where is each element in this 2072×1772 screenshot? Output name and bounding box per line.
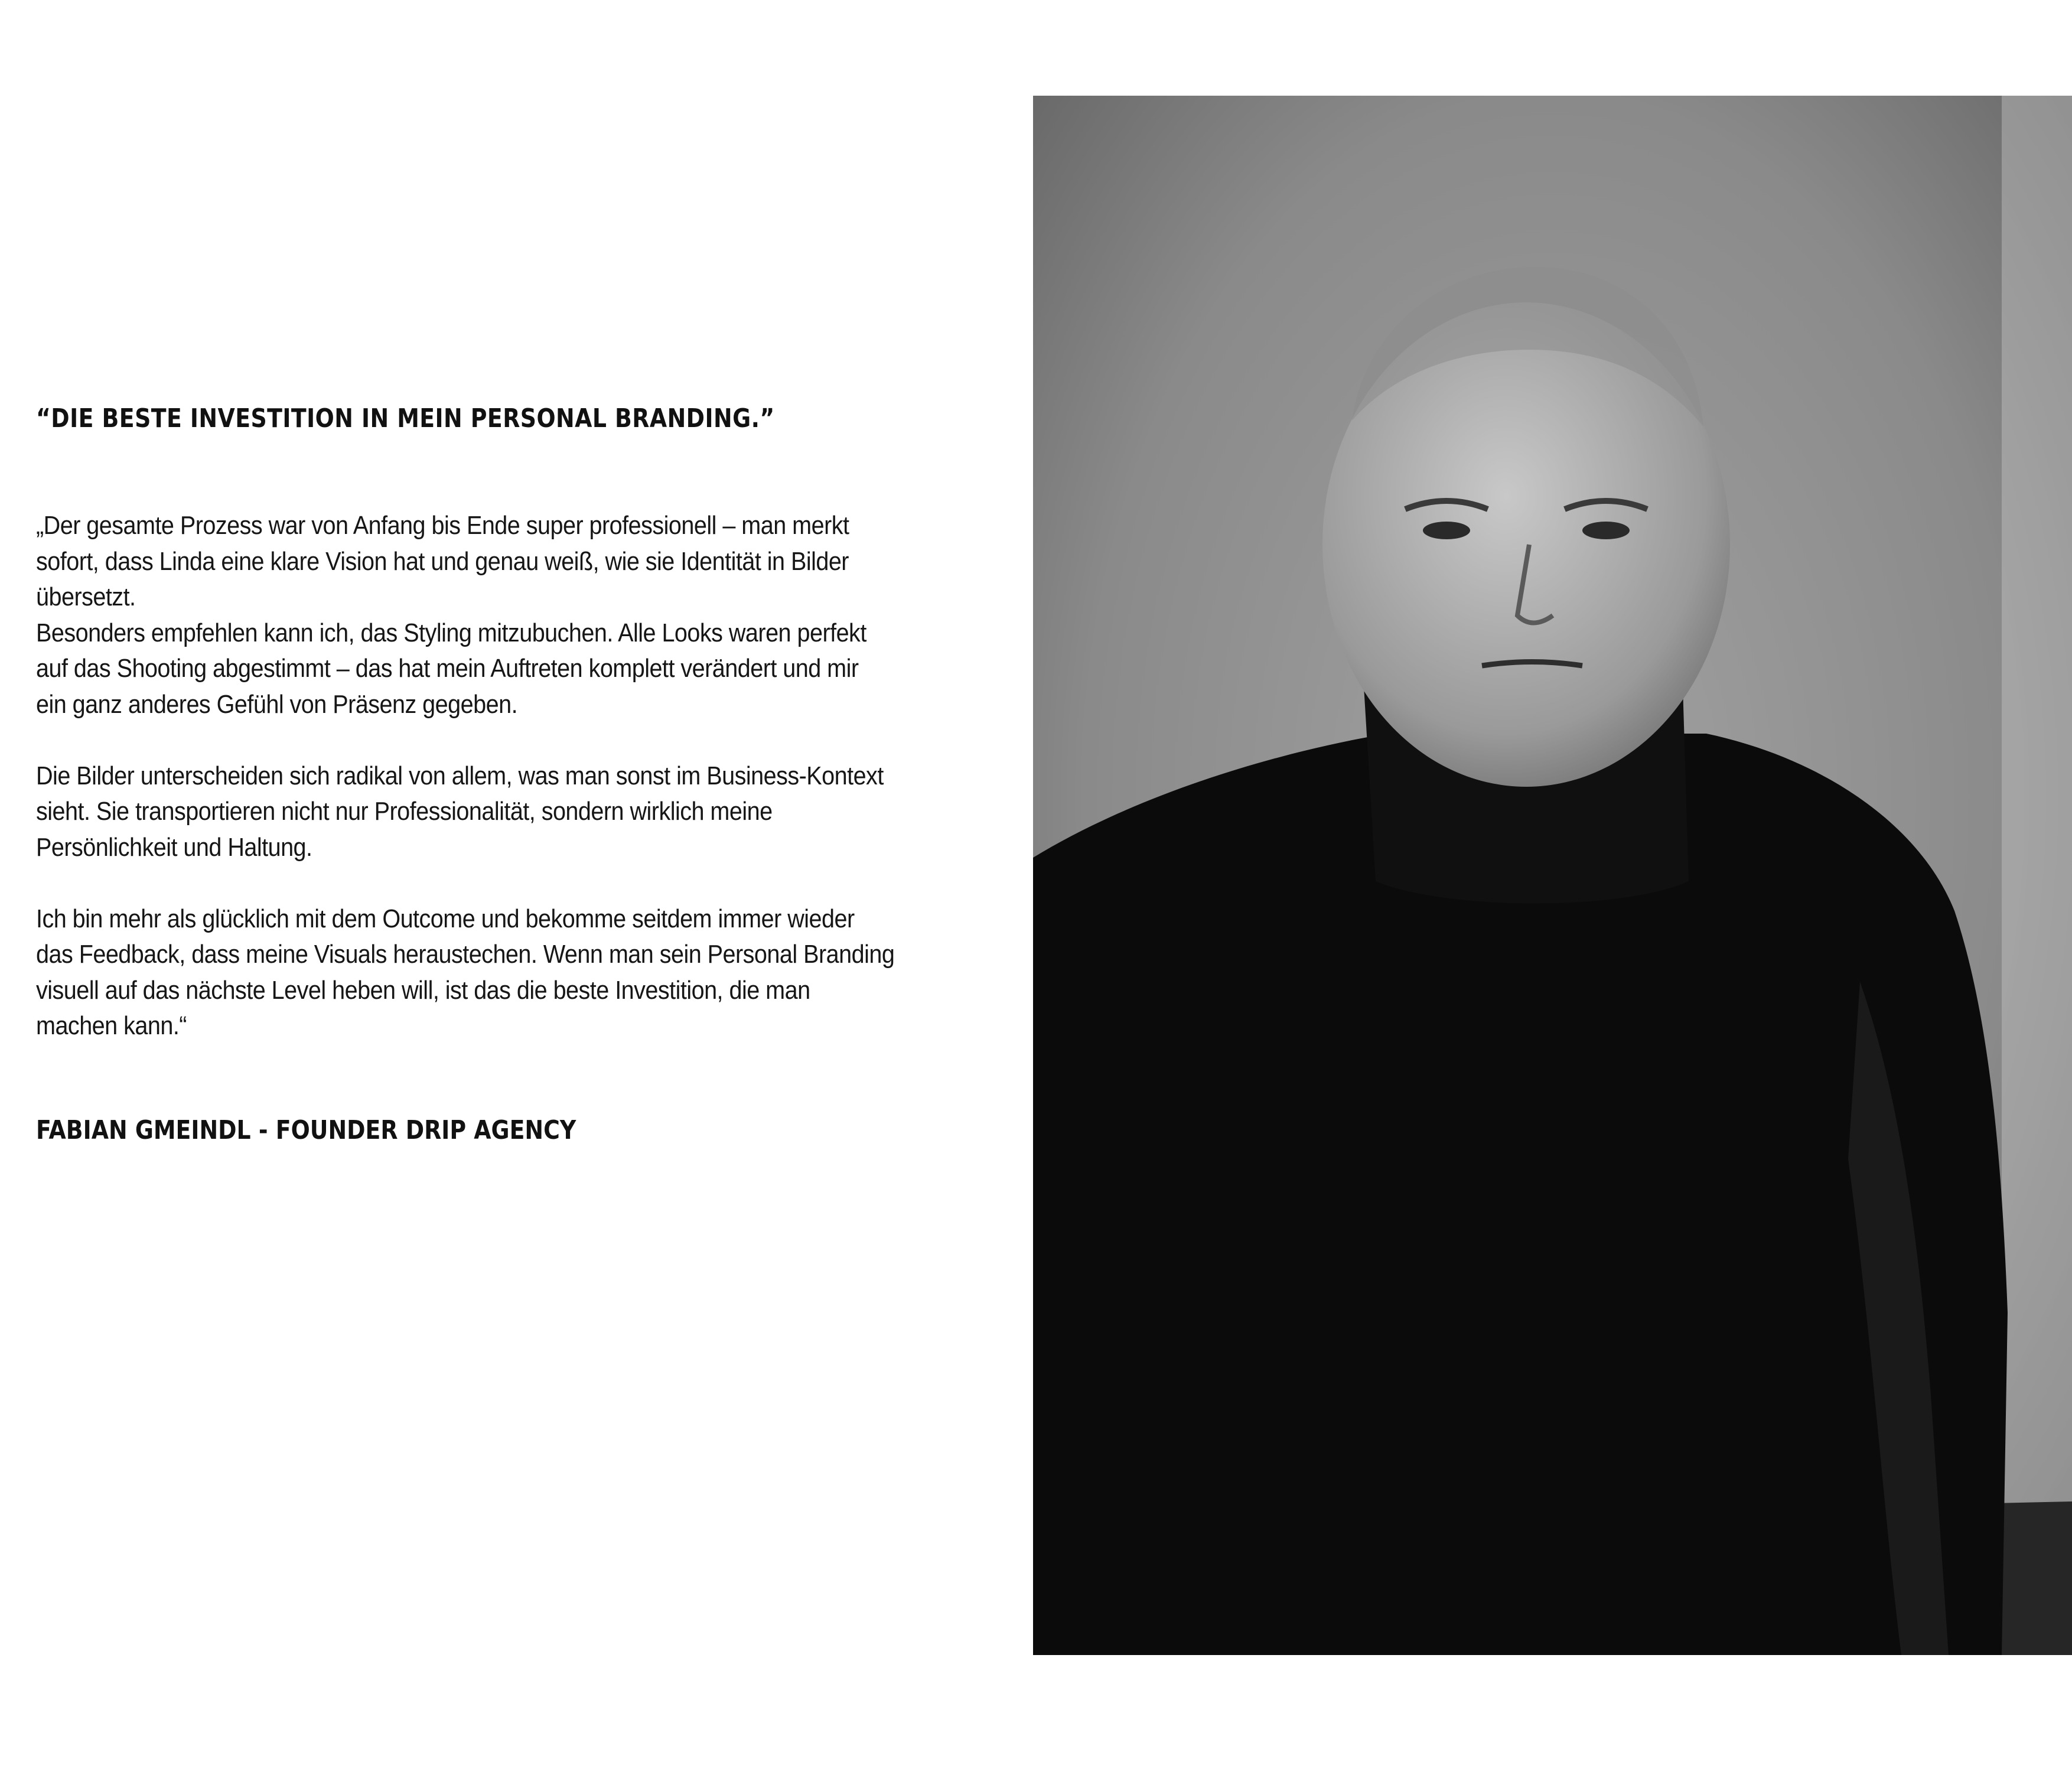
testimonial-quote [36, 508, 1005, 1044]
left-eye [1423, 522, 1470, 539]
testimonial-signature: FABIAN GMEINDL - FOUNDER DRIP AGENCY [36, 1115, 576, 1145]
testimonial-headline: “DIE BESTE INVESTITION IN MEIN PERSONAL BRANDING.” [36, 403, 775, 434]
testimonial-text-column [36, 402, 1005, 1040]
quote-paragraph-3: Ich bin mehr als glücklich mit dem Outcome und bekomme seitdem immer wieder das Feedback, dass meine Visuals heraustechen. Wenn man sein Personal Branding visuell auf das nächste Level heben will, ist das die beste Investition, die man machen kann.“ [36, 904, 895, 1040]
portrait-illustration [1033, 96, 2072, 1655]
right-eye [1582, 522, 1630, 539]
wall-edge-highlight [2002, 96, 2072, 1655]
quote-paragraph-1: „Der gesamte Prozess war von Anfang bis Ende super professionell – man merkt sofort, dass Linda eine klare Vision hat und genau weiß, wie sie Identität in Bilder übersetzt. Besonders empfehlen kann ich, das Styling mitzubuchen. Alle Looks waren perfekt auf das Shooting abgestimmt – das hat mein Auftreten komplett verändert und mir ein ganz anderes Gefühl von Präsenz gegeben. [36, 511, 866, 719]
portrait-photo [1033, 96, 2072, 1655]
quote-paragraph-2: Die Bilder unterscheiden sich radikal von allem, was man sonst im Business-Kontext sieht. Sie transportieren nicht nur Professionalität, sondern wirklich meine Persönlichkeit und Haltung. [36, 761, 884, 862]
